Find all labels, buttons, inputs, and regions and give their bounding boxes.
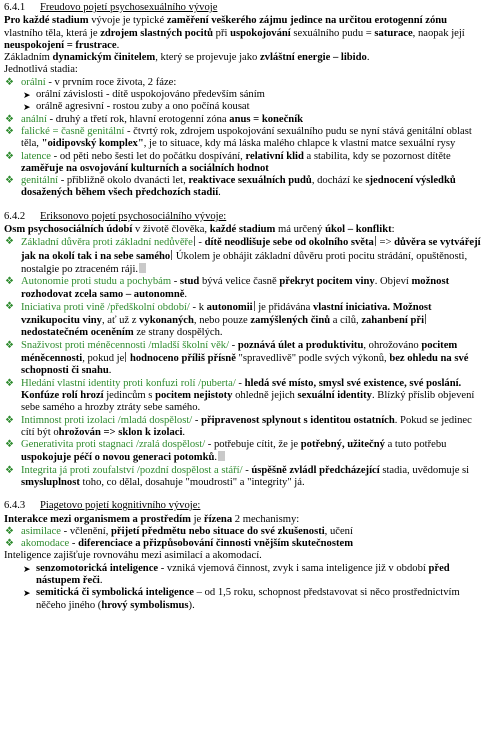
text-run: každé stadium <box>209 224 276 236</box>
term-label: akomodace <box>21 538 70 550</box>
text-run: - <box>229 339 238 351</box>
text-cursor <box>375 236 376 246</box>
text-run: Základním <box>4 52 53 64</box>
list-item <box>4 526 481 538</box>
text-run: zahanbení při <box>361 315 425 327</box>
text-run: . <box>214 452 218 464</box>
text-run: orální závislosti - dítě uspokojováno především sáním <box>36 89 265 101</box>
text-run: 2 mechanismy: <box>232 513 300 525</box>
text-run: neuspokojení = frustrace <box>4 39 117 51</box>
text-run: . <box>108 365 112 377</box>
diamond-bullet-icon: ❖ <box>5 125 14 137</box>
list-item <box>4 236 481 276</box>
text-run: sexuální identity <box>297 389 372 401</box>
text-run: před nástupem řeči <box>36 562 450 587</box>
text-run: , dochází ke <box>311 175 366 187</box>
text-run: vývoje je typické <box>88 15 167 27</box>
text-run: Interakce mezi organismem a prostředím <box>4 513 191 525</box>
paragraph <box>4 224 481 236</box>
arrow-bullet-icon: ➤ <box>23 102 31 113</box>
text-run: - včlenění, <box>61 525 112 537</box>
text-run: - <box>195 237 205 249</box>
text-run: stadia, uvědomuje si <box>379 464 470 476</box>
text-run: , ať už z <box>101 315 140 327</box>
text-run: , naopak její <box>412 27 465 39</box>
section-heading <box>4 500 481 512</box>
text-run: , který se projevuje jako <box>155 52 260 64</box>
text-run: - <box>242 464 252 476</box>
text-run: řízena <box>203 513 233 525</box>
section-freud <box>4 2 481 200</box>
text-run: . <box>116 39 120 51</box>
text-run: , je to situace, kdy má láska malého chlapce k vlastní matce sexuální rysy <box>143 138 456 150</box>
diamond-bullet-icon: ❖ <box>5 464 14 476</box>
highlight-box <box>139 263 146 273</box>
term-label: anální <box>21 113 47 125</box>
text-run: uspokojování <box>230 27 291 39</box>
mechanism-list <box>4 526 481 551</box>
section-title: Piagetovo pojetí kognitivního vývoje: <box>40 500 201 512</box>
text-run: zaměření veškerého zájmu jedince na určitou erotogenní zónu <box>166 15 448 27</box>
text-run: v životě člověka, <box>132 224 210 236</box>
diamond-bullet-icon: ❖ <box>5 525 14 537</box>
text-cursor <box>194 236 195 246</box>
text-run: - od pěti nebo šesti let do počátku dospívání, <box>51 150 246 162</box>
section-number: 6.4.2 <box>4 210 26 222</box>
text-run: hledá své místo, smysl své existence, své poslání. Konfúze rolí hrozí <box>21 377 462 401</box>
diamond-bullet-icon: ❖ <box>5 339 14 351</box>
text-run: : <box>391 224 395 236</box>
text-run: dítě neodlišuje sebe od okolního světa <box>204 237 374 249</box>
intro-block <box>4 514 481 526</box>
text-run: . <box>366 52 370 64</box>
text-run: orálně agresivní - rostou zuby a ono počíná kousat <box>36 101 250 113</box>
text-run: a cílů, <box>330 315 362 327</box>
list-item <box>4 114 481 126</box>
text-run: . <box>99 575 103 587</box>
text-run: a stabilita, kdy se pozornost dítěte <box>303 150 451 162</box>
text-run: Úkolem je obhájit základní důvěru proti pocitu strádání, opuštěnosti, nostalgie po ztraceném ráji. <box>21 250 468 275</box>
text-run: diferenciace a přizpůsobování činnosti vnějším skutečnostem <box>78 538 354 550</box>
stage-list <box>4 77 481 200</box>
text-run: - přibližně okolo dvanácti let, <box>58 175 189 187</box>
section-heading <box>4 2 481 14</box>
section-separator <box>4 200 481 211</box>
intro-block <box>4 15 481 76</box>
arrow-bullet-icon: ➤ <box>23 563 31 574</box>
text-run: nedostatečném oceněním <box>21 327 134 339</box>
diamond-bullet-icon: ❖ <box>5 113 14 125</box>
text-run: . Pokud se jedinec cítí být o <box>21 414 472 438</box>
sub-list-item <box>4 101 481 113</box>
term-label: latence <box>21 150 51 162</box>
text-run: ohledně jejich <box>232 389 298 401</box>
text-run: vykonaných <box>139 315 194 327</box>
text-run: semitická či symbolická inteligence <box>36 587 195 599</box>
paragraph <box>4 52 481 64</box>
paragraph <box>4 550 481 562</box>
text-run: Inteligence zajišťuje rovnováhu mezi asimilací a akomodací. <box>4 550 262 562</box>
diamond-bullet-icon: ❖ <box>5 150 14 162</box>
text-run: autonomii <box>206 301 253 313</box>
paragraph <box>4 15 481 52</box>
list-item <box>4 77 481 89</box>
term-label: Hledání vlastní identity proti konfuzi rolí /puberta/ <box>21 377 236 389</box>
diamond-bullet-icon: ❖ <box>5 276 14 288</box>
section-separator <box>4 489 481 500</box>
text-run: úspěšně zvládl předcházející <box>251 464 380 476</box>
text-run: . <box>182 426 186 438</box>
after-block <box>4 550 481 562</box>
highlight-box <box>218 451 225 461</box>
list-item <box>4 175 481 200</box>
sub-list-item <box>4 563 481 588</box>
text-run: Pro každé stadium <box>4 15 89 27</box>
text-run: je přidávána <box>255 301 313 313</box>
diamond-bullet-icon: ❖ <box>5 236 14 248</box>
text-run: pocitem nejistoty <box>155 389 233 401</box>
text-run: poznává úlet a produktivitu <box>237 339 364 351</box>
text-run: => <box>376 237 395 249</box>
text-run: ze strany dospělých. <box>133 327 223 339</box>
text-run: - <box>171 276 180 288</box>
list-item <box>4 538 481 550</box>
section-piaget <box>4 500 481 612</box>
diamond-bullet-icon: ❖ <box>5 300 14 312</box>
text-run: , pokud je <box>82 353 125 365</box>
text-run: ). <box>188 599 195 611</box>
text-run: dynamickým činitelem <box>52 52 156 64</box>
text-run: má určený <box>275 224 326 236</box>
text-run: "oidipovský komplex" <box>41 138 144 150</box>
list-item <box>4 151 481 176</box>
section-erikson <box>4 211 481 490</box>
section-title: Freudovo pojetí psychosexuálního vývoje <box>40 2 218 13</box>
text-run: , učení <box>324 525 353 537</box>
list-item <box>4 340 481 378</box>
text-run: je <box>190 513 204 525</box>
text-run: bez ohledu na své schopnosti či snahu <box>21 353 469 377</box>
text-run: senzomotorická inteligence <box>36 562 159 574</box>
text-run: Jednotlivá stadia: <box>4 64 78 76</box>
text-run: sexuálního pudu = <box>290 27 375 39</box>
text-run: zdrojem slastných pocitů <box>100 27 214 39</box>
text-run: Osm psychosociálních údobí <box>4 224 133 236</box>
text-run: možnost rozhodovat zcela samo – autonomně <box>21 276 450 300</box>
text-run: , ohrožováno <box>363 339 422 351</box>
text-run: . Objeví <box>374 276 412 288</box>
text-run: smysluplnost <box>21 476 80 488</box>
text-run: - čtvrtý rok, zdrojem uspokojování sexuálního pudu se nyní stává genitální oblast těla, <box>21 125 472 150</box>
arrow-bullet-icon: ➤ <box>23 588 31 599</box>
diamond-bullet-icon: ❖ <box>5 76 14 88</box>
diamond-bullet-icon: ❖ <box>5 175 14 187</box>
sub-list-item <box>4 89 481 101</box>
text-run: - potřebuje cítit, že je <box>205 439 301 451</box>
text-run: připravenost splynout s identitou ostatních <box>201 414 395 426</box>
text-run: překryt pocitem viny <box>279 276 375 288</box>
text-run: vlastní iniciativa. Možnost vznikupocitu viny <box>21 301 432 327</box>
text-run: "spravedlivě" podle svých výkonů, <box>235 353 390 365</box>
intro-block <box>4 224 481 236</box>
text-run: relativní klid <box>245 150 304 162</box>
section-number: 6.4.3 <box>4 500 26 512</box>
text-run: stud <box>179 276 200 288</box>
text-run: úkol – konflikt <box>325 224 392 236</box>
list-item <box>4 415 481 440</box>
text-run: - <box>192 414 202 426</box>
text-run: zaměřuje na osvojování kulturních a sociálních hodnot <box>21 162 269 174</box>
list-item <box>4 276 481 301</box>
text-run: – od 1,5 roku, schopnost představovat si něco prostřednictvím něčeho jiného ( <box>36 587 460 611</box>
text-run: zamýšlených činů <box>250 315 331 327</box>
text-run: . <box>218 187 221 199</box>
text-cursor <box>425 314 426 324</box>
list-item <box>4 378 481 415</box>
diamond-bullet-icon: ❖ <box>5 538 14 550</box>
section-title: Eriksonovo pojetí psychosociálního vývoje: <box>40 210 227 222</box>
section-number: 6.4.1 <box>4 2 26 13</box>
arrow-bullet-icon: ➤ <box>23 90 31 101</box>
list-item <box>4 465 481 490</box>
text-run: - vzniká vjemová činnost, zvyk i sama inteligence již v období <box>158 562 429 574</box>
text-run: přijetí předmětu nebo situace do své zkušenosti <box>111 525 325 537</box>
intelligence-list <box>4 563 481 612</box>
text-run: hrožován => sklon k izolaci <box>58 426 183 438</box>
text-cursor <box>254 301 255 311</box>
text-run: bývá velice časně <box>199 276 280 288</box>
term-label: asimilace <box>21 525 62 537</box>
list-item <box>4 301 481 340</box>
diamond-bullet-icon: ❖ <box>5 439 14 451</box>
text-run: - <box>69 538 79 550</box>
term-label: Intimnost proti izolaci /mladá dospělost/ <box>21 414 193 426</box>
text-run: důvěra se vytvářejí jak na okolí tak i na sebe samého <box>21 237 481 262</box>
text-run: saturace <box>374 27 413 39</box>
term-label: Iniciativa proti vině /předškolní období/ <box>21 301 190 313</box>
text-run: - v prvním roce života, 2 fáze: <box>45 76 177 88</box>
list-item <box>4 439 481 465</box>
term-label: Integrita já proti zoufalství /pozdní dospělost a stáří/ <box>21 464 243 476</box>
text-run: uspokojuje péčí o novou generaci potomků <box>21 452 215 464</box>
term-label: Snaživost proti méněcennosti /mladší školní věk/ <box>21 339 230 351</box>
text-run: potřebný, užitečný <box>300 439 385 451</box>
text-run: jedincům s <box>103 389 156 401</box>
sub-list-item <box>4 587 481 612</box>
term-label: falické = časně genitální <box>21 125 125 137</box>
text-run: toho, co dělal, dosahuje "moudrosti" a "integrity" já. <box>79 476 305 488</box>
text-run: vlastního těla, která je <box>4 27 101 39</box>
paragraph <box>4 514 481 526</box>
text-run: . <box>184 288 188 300</box>
text-run: anus = konečník <box>229 113 304 125</box>
term-label: Autonomie proti studu a pochybám <box>21 276 172 288</box>
text-run: - druhý a třetí rok, hlavní erotogenní zóna <box>46 113 230 125</box>
text-run: sjednocení výsledků dosažených během všech předchozích stadií <box>21 175 456 199</box>
term-label: Základní důvěra proti základní nedůvěře <box>21 237 193 249</box>
diamond-bullet-icon: ❖ <box>5 414 14 426</box>
term-label: Generativita proti stagnaci /zralá dospělost/ <box>21 439 206 451</box>
text-run: pocitem méněcennosti <box>21 339 458 365</box>
text-run: a tuto potřebu <box>384 439 447 451</box>
text-run: zvláštní energie – libido <box>259 52 367 64</box>
text-run: hrový symbolismus <box>101 599 189 611</box>
text-run: - k <box>189 301 207 313</box>
stage-list <box>4 236 481 489</box>
diamond-bullet-icon: ❖ <box>5 377 14 389</box>
section-heading <box>4 211 481 223</box>
term-label: genitální <box>21 175 59 187</box>
text-run: . Blízký příslib objevení sebe samého a hrozby ztráty sebe samého. <box>21 389 475 414</box>
text-run: hodnoceno příliš přísně <box>129 353 236 365</box>
text-run: reaktivace sexuálních pudů <box>188 175 312 187</box>
term-label: orální <box>21 76 46 88</box>
list-item <box>4 126 481 151</box>
text-run: - <box>235 377 245 389</box>
text-run: při <box>213 27 231 39</box>
paragraph <box>4 64 481 76</box>
text-run: , nebo pouze <box>193 315 251 327</box>
